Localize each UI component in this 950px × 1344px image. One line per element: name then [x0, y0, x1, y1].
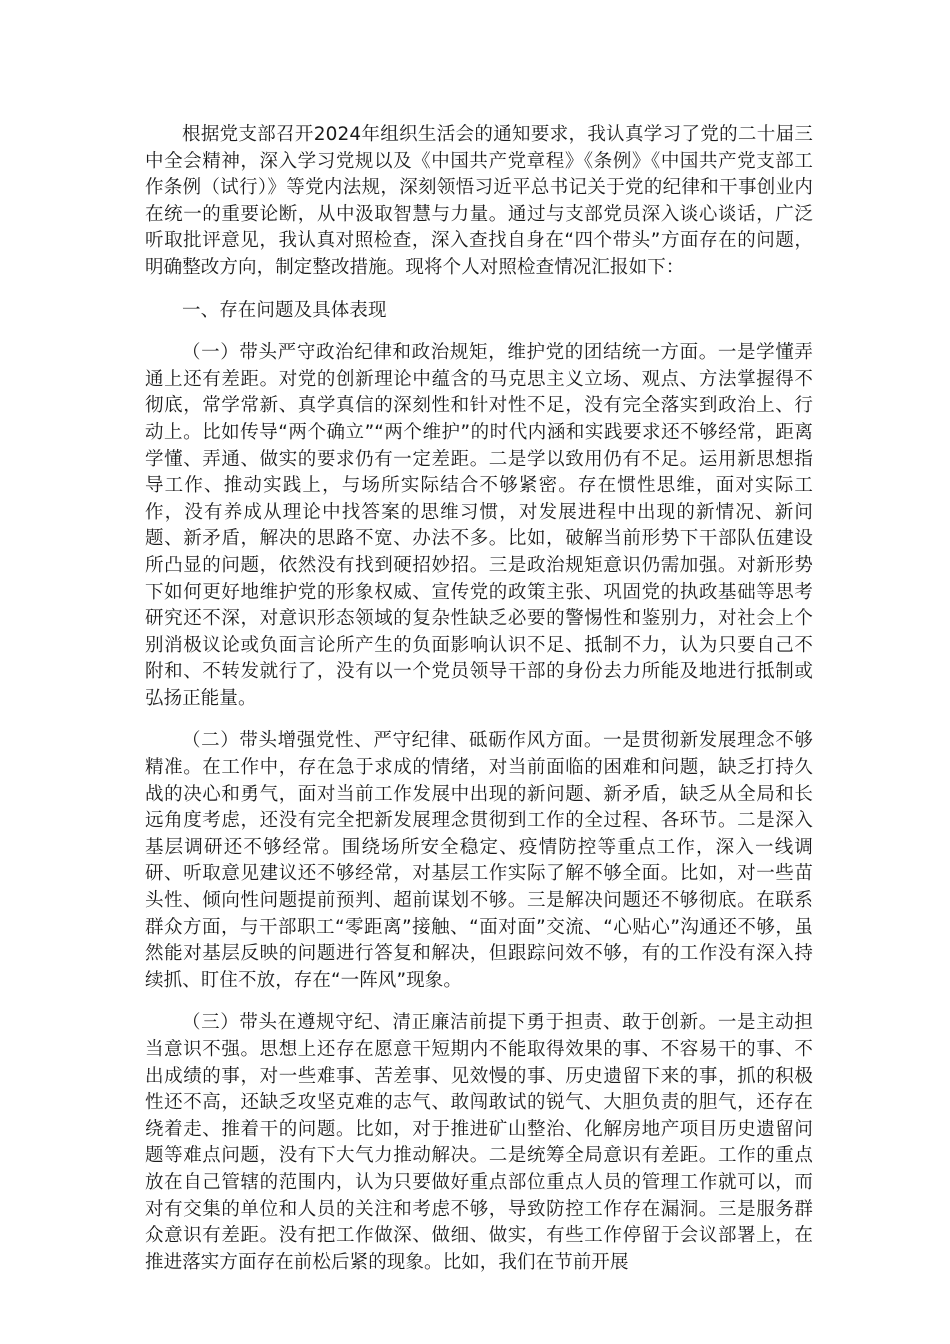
item-paragraph-1: （一）带头严守政治纪律和政治规矩，维护党的团结统一方面。一是学懂弄通上还有差距。对党的创新理论中蕴含的马克思主义立场、观点、方法掌握得不彻底，常学常新、真学真信的深刻性和针对性不足，没有完全落实到政治上、行动上。比如传导“两个确立”“两个维护”的时代内涵和实践要求还不够经常，距离学懂、弄通、做实的要求仍有一定差距。二是学以致用仍有不足。运用新思想指导工作、推动实践上，与场所实际结合不够紧密。存在惯性思维，面对实际工作，没有养成从理论中找答案的思维习惯，对发展进程中出现的新情况、新问题、新矛盾，解决的思路不宽、办法不多。比如，破解当前形势下干部队伍建设所凸显的问题，依然没有找到硬招妙招。三是政治规矩意识仍需加强。对新形势下如何更好地维护党的形象权威、宣传党的政策主张、巩固党的执政基础等思考研究还不深，对意识形态领域的复杂性缺乏必要的警惕性和鉴别力，对社会上个别消极议论或负面言论所产生的负面影响认识不足、抵制不力，认为只要自己不附和、不转发就行了，没有以一个党员领导干部的身份去力所能及地进行抵制或弘扬正能量。 — [145, 342, 813, 709]
intro-paragraph: 根据党支部召开2024年组织生活会的通知要求，我认真学习了党的二十届三中全会精神，深入学习党规以及《中国共产党章程》《条例》《中国共产党支部工作条例（试行）》等党内法规，深刻领悟习近平总书记关于党的纪律和干事创业内在统一的重要论断，从中汲取智慧与力量。通过与支部党员深入谈心谈话，广泛听取批评意见，我认真对照检查，深入查找自身在“四个带头”方面存在的问题，明确整改方向，制定整改措施。现将个人对照检查情况汇报如下： — [145, 124, 813, 278]
document-body — [145, 122, 813, 1276]
item-paragraph-3: （三）带头在遵规守纪、清正廉洁前提下勇于担责、敢于创新。一是主动担当意识不强。思想上还存在愿意干短期内不能取得效果的事、不容易干的事、不出成绩的事，对一些难事、苦差事、见效慢的事、历史遗留下来的事，抓的积极性还不高，还缺乏攻坚克难的志气、敢闯敢试的锐气、大胆负责的胆气，还存在绕着走、推着干的问题。比如，对于推进矿山整治、化解房地产项目历史遗留问题等难点问题，没有下大气力推动解决。二是统筹全局意识有差距。工作的重点放在自己管辖的范围内，认为只要做好重点部位重点人员的管理工作就可以，而对有交集的单位和人员的关注和考虑不够，导致防控工作存在漏洞。三是服务群众意识有差距。没有把工作做深、做细、做实，有些工作停留于会议部署上，在推进落实方面存在前松后紧的现象。比如，我们在节前开展 — [145, 1012, 813, 1273]
item-paragraph-2: （二）带头增强党性、严守纪律、砥砺作风方面。一是贯彻新发展理念不够精准。在工作中，存在急于求成的情绪，对当前面临的困难和问题，缺乏打持久战的决心和勇气，面对当前工作发展中出现的新问题、新矛盾，缺乏从全局和长远角度考虑，还没有完全把新发展理念贯彻到工作的全过程、各环节。二是深入基层调研还不够经常。围绕场所安全稳定、疫情防控等重点工作，深入一线调研、听取意见建议还不够经常，对基层工作实际了解不够全面。比如，对一些苗头性、倾向性问题提前预判、超前谋划不够。三是解决问题还不够彻底。在联系群众方面，与干部职工“零距离”接触、“面对面”交流、“心贴心”沟通还不够，虽然能对基层反映的问题进行答复和解决，但跟踪问效不够，有的工作没有深入持续抓、盯住不放，存在“一阵风”现象。 — [145, 730, 813, 991]
section-heading: 一、存在问题及具体表现 — [182, 299, 387, 321]
